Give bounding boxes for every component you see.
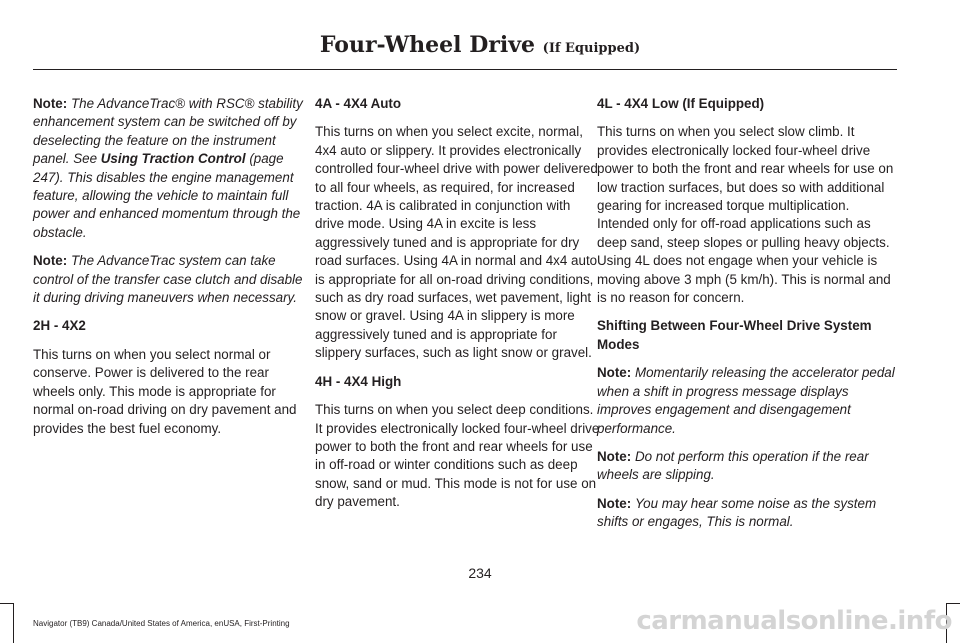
note-label: Note: bbox=[33, 96, 68, 111]
note-text: (page 247). This disables the engine management feature, allowing the vehicle to maintain full power and enhanced momentum through the obstacle. bbox=[33, 151, 301, 240]
note-accelerator bbox=[597, 364, 897, 438]
watermark-logo: carmanualsonline.info bbox=[636, 606, 952, 636]
note-text: The AdvanceTrac system can take control of the transfer case clutch and disable it during driving maneuvers when necessary. bbox=[33, 253, 303, 306]
note-rear-wheels bbox=[597, 448, 897, 485]
note-advancetrac bbox=[33, 252, 308, 307]
paragraph-4l: This turns on when you select slow climb. It provides electronically locked four-wheel drive power to both the front and rear wheels for use on low traction surfaces, but does so with additional gearing for increased torque multiplication. Intended only for off-road applications such as deep sand, steep slopes or pulling heavy objects. Using 4L does not engage when your vehicle is moving above 3 mph (5 km/h). This is normal and is no reason for concern. bbox=[597, 124, 894, 306]
page-title-subtitle: (If Equipped) bbox=[542, 41, 641, 56]
header-divider bbox=[33, 69, 897, 70]
section-heading-4l: 4L - 4X4 Low (If Equipped) bbox=[597, 96, 765, 111]
column-left bbox=[33, 95, 308, 448]
section-heading-2h: 2H - 4X2 bbox=[33, 318, 86, 334]
note-text: You may hear some noise as the system shifts or engages, This is normal. bbox=[597, 495, 877, 530]
section-heading-shifting: Shifting Between Four-Wheel Drive System Modes bbox=[597, 318, 872, 352]
note-label: Note: bbox=[597, 448, 632, 464]
section-heading-4h: 4H - 4X4 High bbox=[315, 373, 402, 389]
note-label: Note: bbox=[33, 253, 68, 269]
note-noise bbox=[597, 495, 897, 532]
cross-reference-link[interactable]: Using Traction Control bbox=[100, 151, 246, 167]
paragraph-2h: This turns on when you select normal or conserve. Power is delivered to the rear wheels only. This mode is appropriate for normal on-road driving on dry pavement and provides the best fuel economy. bbox=[33, 346, 297, 436]
corner-mark-left bbox=[0, 603, 14, 643]
note-text: Do not perform this operation if the rear wheels are slipping. bbox=[597, 448, 869, 483]
note-text: Momentarily releasing the accelerator pedal when a shift in progress message displays improves engagement and disengagement performance. bbox=[597, 365, 895, 436]
section-heading-4a: 4A - 4X4 Auto bbox=[315, 96, 402, 111]
paragraph-4a: This turns on when you select excite, normal, 4x4 auto or slippery. It provides electronically controlled four-wheel drive with power delivered to all four wheels, as required, for increased traction. 4A is calibrated in conjunction with drive mode. Using 4A in excite is less aggressively tuned and is appropriate for dry road surfaces. Using 4A in normal and 4x4 auto is appropriate for all on-road driving conditions, such as dry road surfaces, wet pavement, light snow or gravel. Using 4A in slippery is more aggressively tuned and is appropriate for slippery surfaces, such as light snow or gravel. bbox=[315, 124, 598, 361]
note-advancetrac-rsc bbox=[33, 95, 308, 242]
page-title-main: Four-Wheel Drive bbox=[319, 32, 535, 58]
column-middle bbox=[315, 95, 602, 522]
footer-edition-text: Navigator (TB9) Canada/United States of America, enUSA, First-Printing bbox=[33, 619, 290, 628]
paragraph-4h: This turns on when you select deep conditions. It provides electronically locked four-wheel drive power to both the front and rear wheels for use in off-road or winter conditions such as deep snow, sand or mud. This mode is not for use on dry pavement. bbox=[315, 402, 600, 510]
note-text: The AdvanceTrac® with RSC® stability enhancement system can be switched off by deselecting the feature on the instrument panel. See bbox=[33, 96, 303, 167]
column-right bbox=[597, 95, 897, 542]
note-label: Note: bbox=[597, 365, 632, 381]
page-number: 234 bbox=[468, 565, 492, 581]
page-title bbox=[0, 32, 960, 58]
note-label: Note: bbox=[597, 495, 632, 511]
